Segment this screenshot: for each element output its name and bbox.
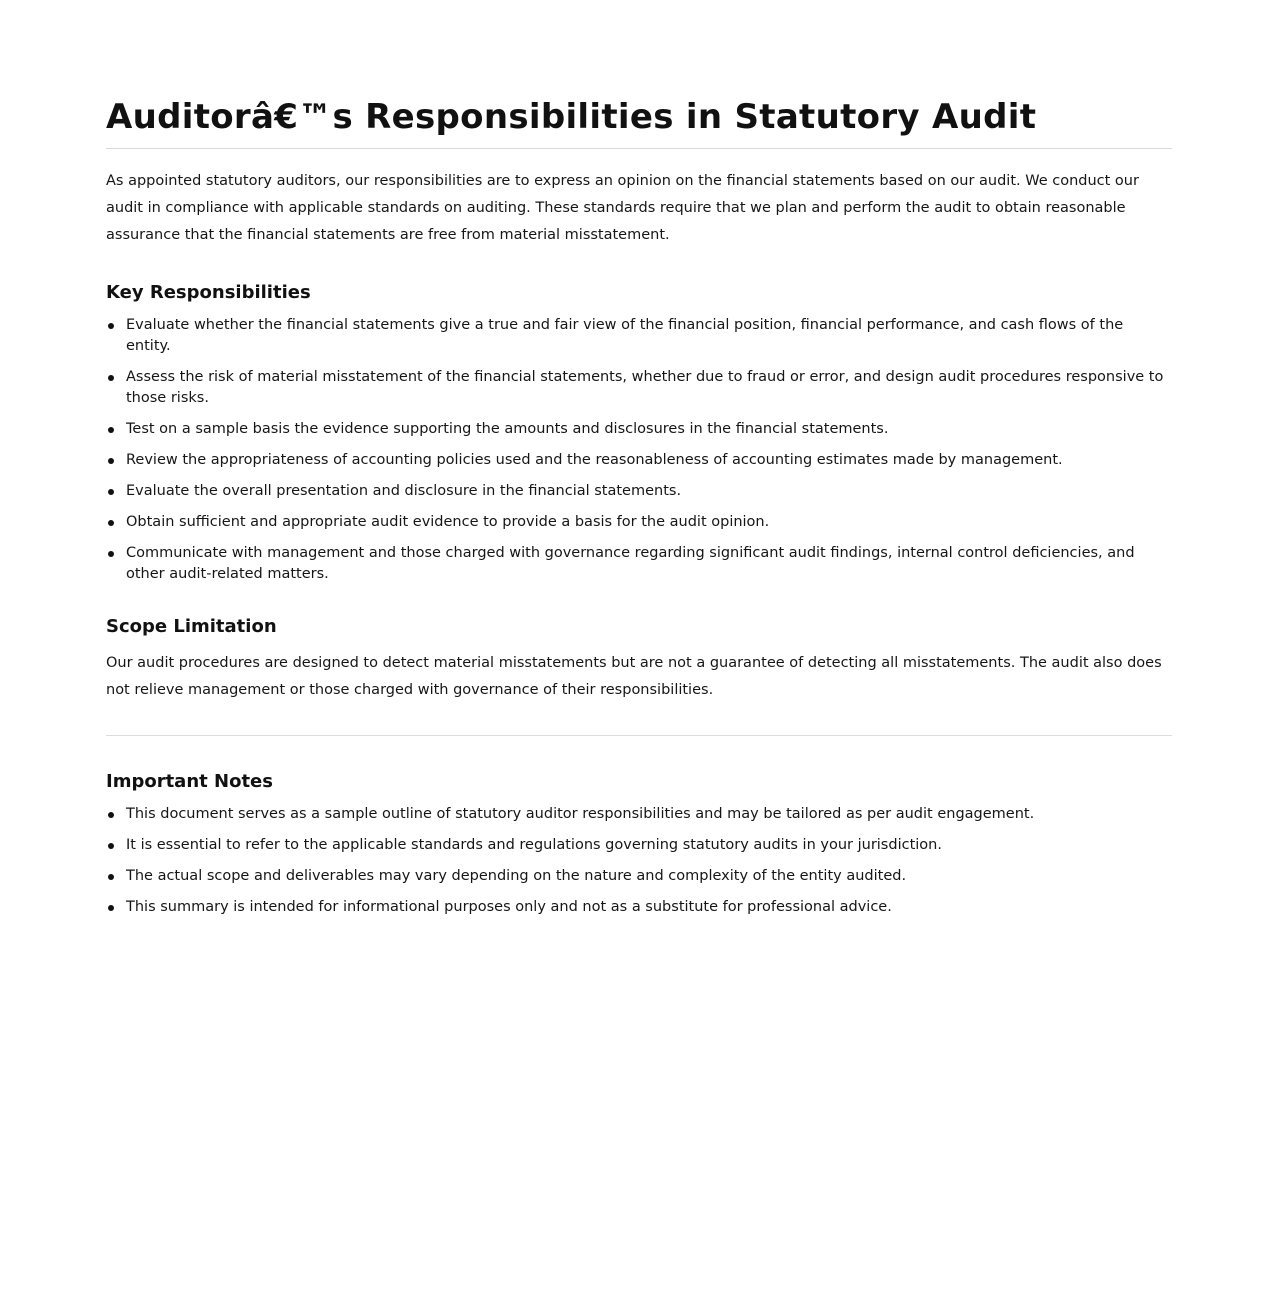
document [106, 0, 1172, 928]
list-item: This summary is intended for informational purposes only and not as a substitute for professional advice. [106, 897, 1172, 918]
list-item: Assess the risk of material misstatement of the financial statements, whether due to fraud or error, and design audit procedures responsive to those risks. [106, 367, 1172, 409]
page-title: Auditorâ€™s Responsibilities in Statutory Audit [106, 97, 1037, 137]
intro-paragraph: As appointed statutory auditors, our responsibilities are to express an opinion on the financial statements based on our audit. We conduct our audit in compliance with applicable standards on auditing. These standards require that we plan and perform the audit to obtain reasonable assurance that the financial statements are free from material misstatement. [106, 173, 1139, 243]
list-item: Communicate with management and those charged with governance regarding significant audit findings, internal control deficiencies, and other audit-related matters. [106, 543, 1172, 585]
section-divider [106, 735, 1172, 736]
list-item: Evaluate the overall presentation and disclosure in the financial statements. [106, 481, 1172, 502]
important-notes-list [106, 804, 1172, 918]
key-responsibilities-list [106, 315, 1172, 585]
list-item: It is essential to refer to the applicable standards and regulations governing statutory audits in your jurisdiction. [106, 835, 1172, 856]
scope-limitation-heading: Scope Limitation [106, 616, 277, 637]
list-item: This document serves as a sample outline of statutory auditor responsibilities and may be tailored as per audit engagement. [106, 804, 1172, 825]
key-responsibilities-heading: Key Responsibilities [106, 282, 311, 303]
list-item: Obtain sufficient and appropriate audit evidence to provide a basis for the audit opinion. [106, 512, 1172, 533]
scope-limitation-paragraph: Our audit procedures are designed to detect material misstatements but are not a guarantee of detecting all misstatements. The audit also does not relieve management or those charged with governance of their responsibilities. [106, 655, 1162, 698]
list-item: Test on a sample basis the evidence supporting the amounts and disclosures in the financial statements. [106, 419, 1172, 440]
title-divider [106, 148, 1172, 149]
important-notes-heading: Important Notes [106, 771, 273, 792]
list-item: The actual scope and deliverables may vary depending on the nature and complexity of the entity audited. [106, 866, 1172, 887]
list-item: Evaluate whether the financial statements give a true and fair view of the financial position, financial performance, and cash flows of the entity. [106, 315, 1172, 357]
list-item: Review the appropriateness of accounting policies used and the reasonableness of accounting estimates made by management. [106, 450, 1172, 471]
